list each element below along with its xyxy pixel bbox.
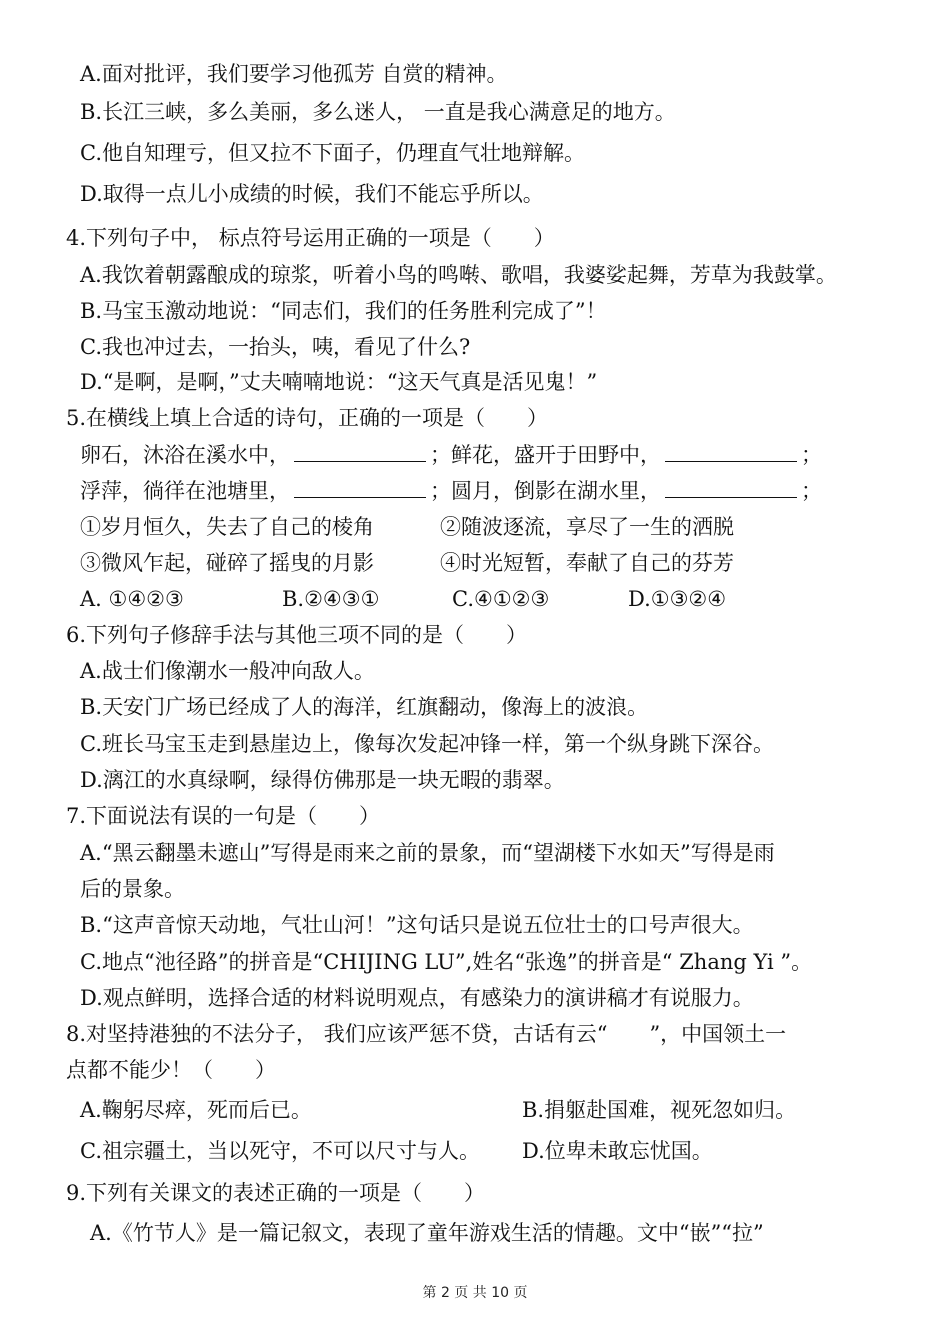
q8-option-d: D.位卑未敢忘忧国。 [522,1139,713,1163]
q6-option-b: B.天安门广场已经成了人的海洋，红旗翻动，像海上的波浪。 [80,695,649,719]
q5-row-1 [80,441,822,469]
q7-option-c: C.地点“池径路”的拼音是“CHIJING LU”,姓名“张逸”的拼音是“ Zhang Yi ”。 [80,950,813,974]
q6-stem: 6.下列句子修辞手法与其他三项不同的是（ ） [66,623,528,647]
q3-option-a: A.面对批评，我们要学习他孤芳 自赏的精神。 [80,62,508,86]
q7-option-a: A.“黑云翻墨未遮山”写得是雨来之前的景象，而“望湖楼下水如天”写得是雨 [80,841,775,865]
q8-option-c: C.祖宗疆土，当以死守，不可以尺寸与人。 [80,1139,480,1163]
q4-stem: 4.下列句子中， 标点符号运用正确的一项是（ ） [66,226,555,250]
q6-option-a: A.战士们像潮水一般冲向敌人。 [80,659,375,683]
q5-blank-3 [294,477,426,498]
q3-option-d: D.取得一点儿小成绩的时候，我们不能忘乎所以。 [80,182,544,206]
q5-option-d: D.①③②④ [628,587,727,611]
q6-option-c: C.班长马宝玉走到悬崖边上，像每次发起冲锋一样，第一个纵身跳下深谷。 [80,732,774,756]
q5-option-b: B.②④③① [282,587,380,611]
q7-option-b: B.“这声音惊天动地，气壮山河！”这句话只是说五位壮士的口号声很大。 [80,913,754,937]
q8-stem-cont: 点都不能少！（ ） [66,1058,276,1082]
q9-stem: 9.下列有关课文的表述正确的一项是（ ） [66,1181,486,1205]
q7-option-d: D.观点鲜明，选择合适的材料说明观点，有感染力的演讲稿才有说服力。 [80,986,754,1010]
q5-row2-text-c: ； [801,479,822,503]
q8-option-a: A.鞠躬尽瘁，死而后已。 [80,1098,312,1122]
q3-option-b: B.长江三峡，多么美丽，多么迷人， 一直是我心满意足的地方。 [80,100,676,124]
q4-option-a: A.我饮着朝露酿成的琼浆，听着小鸟的鸣啭、歌唱，我婆娑起舞，芳草为我鼓掌。 [80,263,837,287]
q5-row1-text-c: ； [801,443,822,467]
q3-option-c: C.他自知理亏，但又拉不下面子，仍理直气壮地辩解。 [80,141,585,165]
q8-options-row-2 [80,1137,713,1165]
q4-option-b: B.马宝玉激动地说：“同志们，我们的任务胜利完成了”！ [80,299,607,323]
q5-blank-2 [665,441,797,462]
q8-options-row-1 [80,1096,797,1124]
q5-option-a: A. ①④②③ [80,587,184,611]
q5-option-c: C.④①②③ [452,587,550,611]
q7-option-a-cont: 后的景象。 [80,877,185,901]
q5-stem: 5.在横线上填上合适的诗句，正确的一项是（ ） [66,406,549,430]
q5-item-4: ④时光短暂，奉献了自己的芬芳 [440,551,734,575]
page-footer: 第 2 页 共 10 页 [422,1285,528,1301]
q8-stem: 8.对坚持港独的不法分子， 我们应该严惩不贷，古话有云“ ”，中国领土一 [66,1022,787,1046]
q4-option-c: C.我也冲过去，一抬头，咦，看见了什么? [80,335,471,359]
q5-item-2: ②随波逐流，享尽了一生的洒脱 [440,515,734,539]
q5-row1-text-a: 卵石，沐浴在溪水中， [80,443,290,467]
q5-items-row-1 [80,513,734,541]
q9-option-a: A.《竹节人》是一篇记叙文，表现了童年游戏生活的情趣。文中“嵌”“拉” [90,1221,764,1245]
q5-items-row-2 [80,549,734,577]
q5-item-3: ③微风乍起，碰碎了摇曳的月影 [80,551,374,575]
q8-option-b: B.捐躯赴国难，视死忽如归。 [522,1098,797,1122]
q5-blank-4 [665,477,797,498]
q6-option-d: D.漓江的水真绿啊，绿得仿佛那是一块无暇的翡翠。 [80,768,565,792]
q5-item-1: ①岁月恒久，失去了自己的棱角 [80,515,374,539]
q5-row2-text-b: ；圆月，倒影在湖水里， [430,479,661,503]
q4-option-d: D.“是啊，是啊，”丈夫喃喃地说：“这天气真是活见鬼！” [80,370,598,394]
q7-stem: 7.下面说法有误的一句是（ ） [66,804,381,828]
q5-row-2 [80,477,822,505]
q5-blank-1 [294,441,426,462]
q5-row1-text-b: ；鲜花，盛开于田野中， [430,443,661,467]
q5-row2-text-a: 浮萍，徜徉在池塘里， [80,479,290,503]
